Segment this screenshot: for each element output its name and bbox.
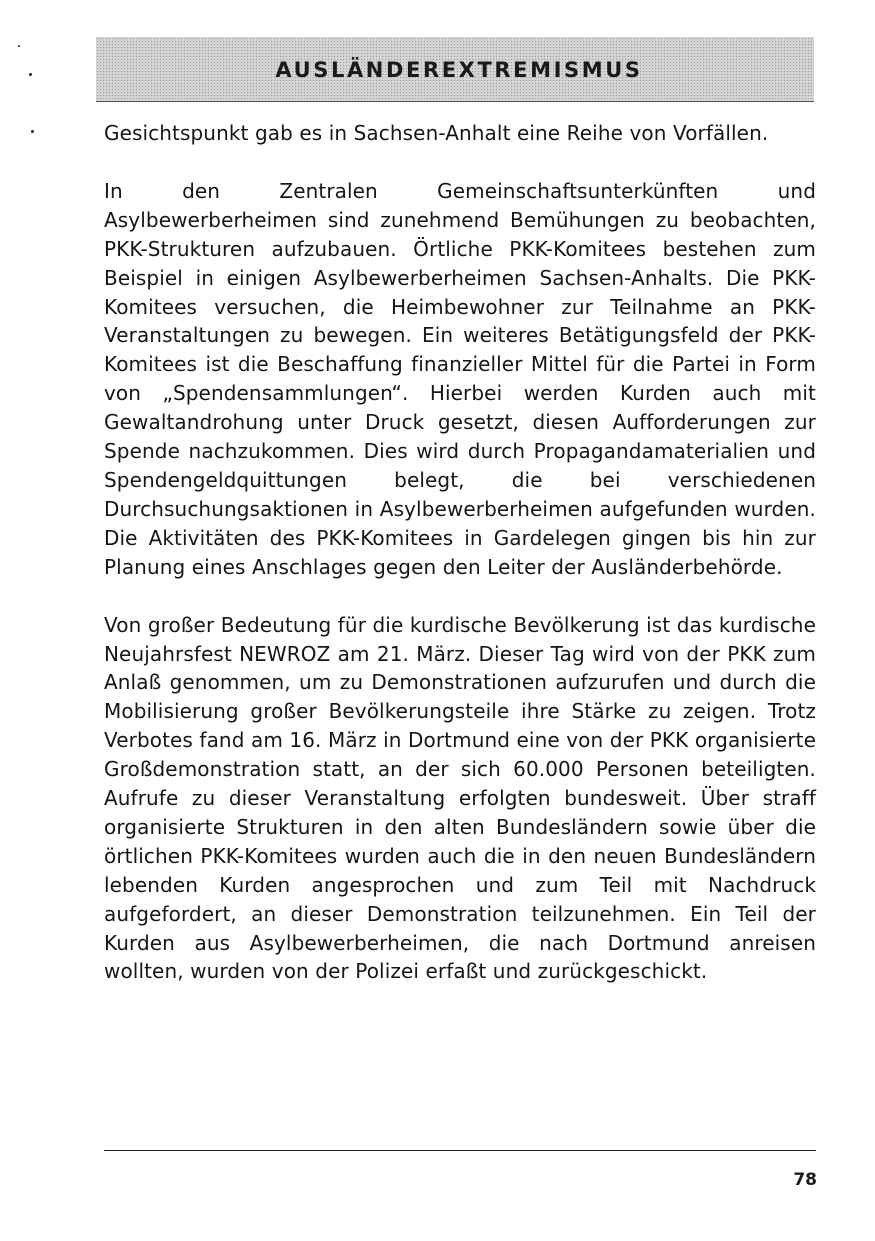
footer-rule	[104, 1150, 816, 1151]
body-text	[104, 119, 816, 986]
margin-speck	[29, 73, 32, 76]
paragraph: Gesichtspunkt gab es in Sachsen-Anhalt eine Reihe von Vorfällen.	[104, 121, 769, 145]
paragraph: In den Zentralen Gemeinschaftsunterkünften und Asylbewerberheimen sind zunehmend Bemühungen zu beobachten, PKK-Strukturen aufzubauen. Örtliche PKK-Komitees bestehen zum Beispiel in einigen Asylbewerberheimen Sachsen-Anhalts. Die PKK-Komitees versuchen, die Heimbewohner zur Teilnahme an PKK-Veranstaltungen zu bewegen. Ein weiteres Betätigungsfeld der PKK-Komitees ist die Beschaffung finanzieller Mittel für die Partei in Form von „Spendensammlungen“. Hierbei werden Kurden auch mit Gewaltandrohung unter Druck gesetzt, diesen Aufforderungen zur Spende nachzukommen. Dies wird durch Propagandamaterialien und Spendengeldquittungen belegt, die bei verschiedenen Durchsuchungsaktionen in Asylbewerberheimen aufgefunden wurden. Die Aktivitäten des PKK-Komitees in Gardelegen gingen bis hin zur Planung eines Anschlages gegen den Leiter der Ausländerbehörde.	[104, 178, 816, 579]
section-title: AUSLÄNDEREXTREMISMUS	[275, 58, 643, 82]
margin-speck	[18, 45, 20, 47]
section-header-band	[96, 37, 814, 102]
paragraph: Von großer Bedeutung für die kurdische Bevölkerung ist das kurdische Neujahrsfest NEWROZ am 21. März. Dieser Tag wird von der PKK zum Anlaß genommen, um zu Demonstrationen aufzurufen und durch die Mobilisierung großer Bevölkerungsteile ihre Stärke zu zeigen. Trotz Verbotes fand am 16. März in Dortmund eine von der PKK organisierte Großdemonstration statt, an der sich 60.000 Personen beteiligten. Aufrufe zu dieser Veranstaltung erfolgten bundesweit. Über straff organisierte Strukturen in den alten Bundesländern sowie über die örtlichen PKK-Komitees wurden auch die in den neuen Bundesländern lebenden Kurden angesprochen und zum Teil mit Nachdruck aufgefordert, an dieser Demonstration teilzunehmen. Ein Teil der Kurden aus Asylbewerberheimen, die nach Dortmund anreisen wollten, wurden von der Polizei erfaßt und zurückgeschickt.	[104, 612, 816, 984]
page-number: 78	[793, 1170, 817, 1190]
margin-speck	[31, 130, 34, 133]
